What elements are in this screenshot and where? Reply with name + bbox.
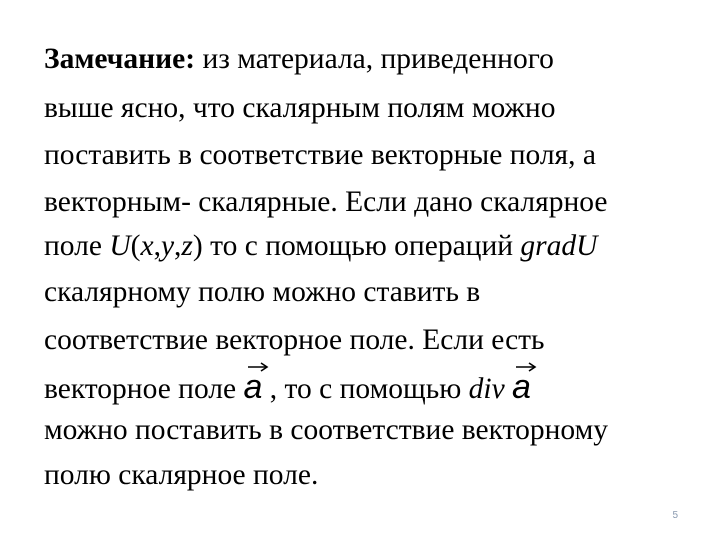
- vector-a-symbol: [244, 366, 263, 404]
- text-line-9: можно поставить в соответствие векторному: [44, 414, 608, 446]
- text-line-2: выше ясно, что скалярным полям можно: [44, 92, 556, 124]
- math-variable-z: z: [181, 230, 193, 262]
- text-line-7: соответствие векторное поле. Если есть: [44, 324, 545, 356]
- math-paren-close: ): [192, 230, 203, 262]
- text-line-5: [44, 228, 597, 264]
- page-number: 5: [672, 510, 678, 521]
- math-variable-y: y: [160, 230, 175, 262]
- math-variable-x: x: [140, 230, 154, 262]
- vector-letter: a: [512, 368, 531, 406]
- text-line-10: полю скалярное поле.: [44, 459, 319, 491]
- math-paren-open: (: [130, 230, 141, 262]
- text-segment: то с помощью операций: [202, 230, 521, 262]
- math-operator-div: div: [468, 373, 505, 405]
- text-segment: векторное поле: [44, 373, 244, 405]
- text-segment: , то с помощью: [262, 373, 469, 405]
- vector-letter: a: [243, 368, 263, 406]
- text-line-1: [44, 41, 554, 77]
- math-variable-U: U: [109, 230, 131, 262]
- text-line-3: поставить в соответствие векторные поля, а: [44, 139, 596, 171]
- math-variable-U: U: [576, 230, 598, 262]
- text-segment: поле: [44, 230, 110, 262]
- vector-arrow-icon: [515, 362, 537, 372]
- text-line-8: [44, 366, 531, 407]
- math-comma: ,: [174, 230, 182, 262]
- remark-label: Замечание:: [44, 43, 196, 75]
- math-operator-grad: grad: [520, 230, 577, 262]
- math-comma: ,: [153, 230, 161, 262]
- vector-a-symbol: [512, 366, 531, 404]
- text-line-6: скалярному полю можно ставить в: [44, 276, 481, 308]
- vector-arrow-icon: [247, 362, 269, 372]
- text-line-4: векторным- скалярные. Если дано скалярное: [44, 186, 608, 218]
- text-segment: из материала, приведенного: [195, 43, 554, 75]
